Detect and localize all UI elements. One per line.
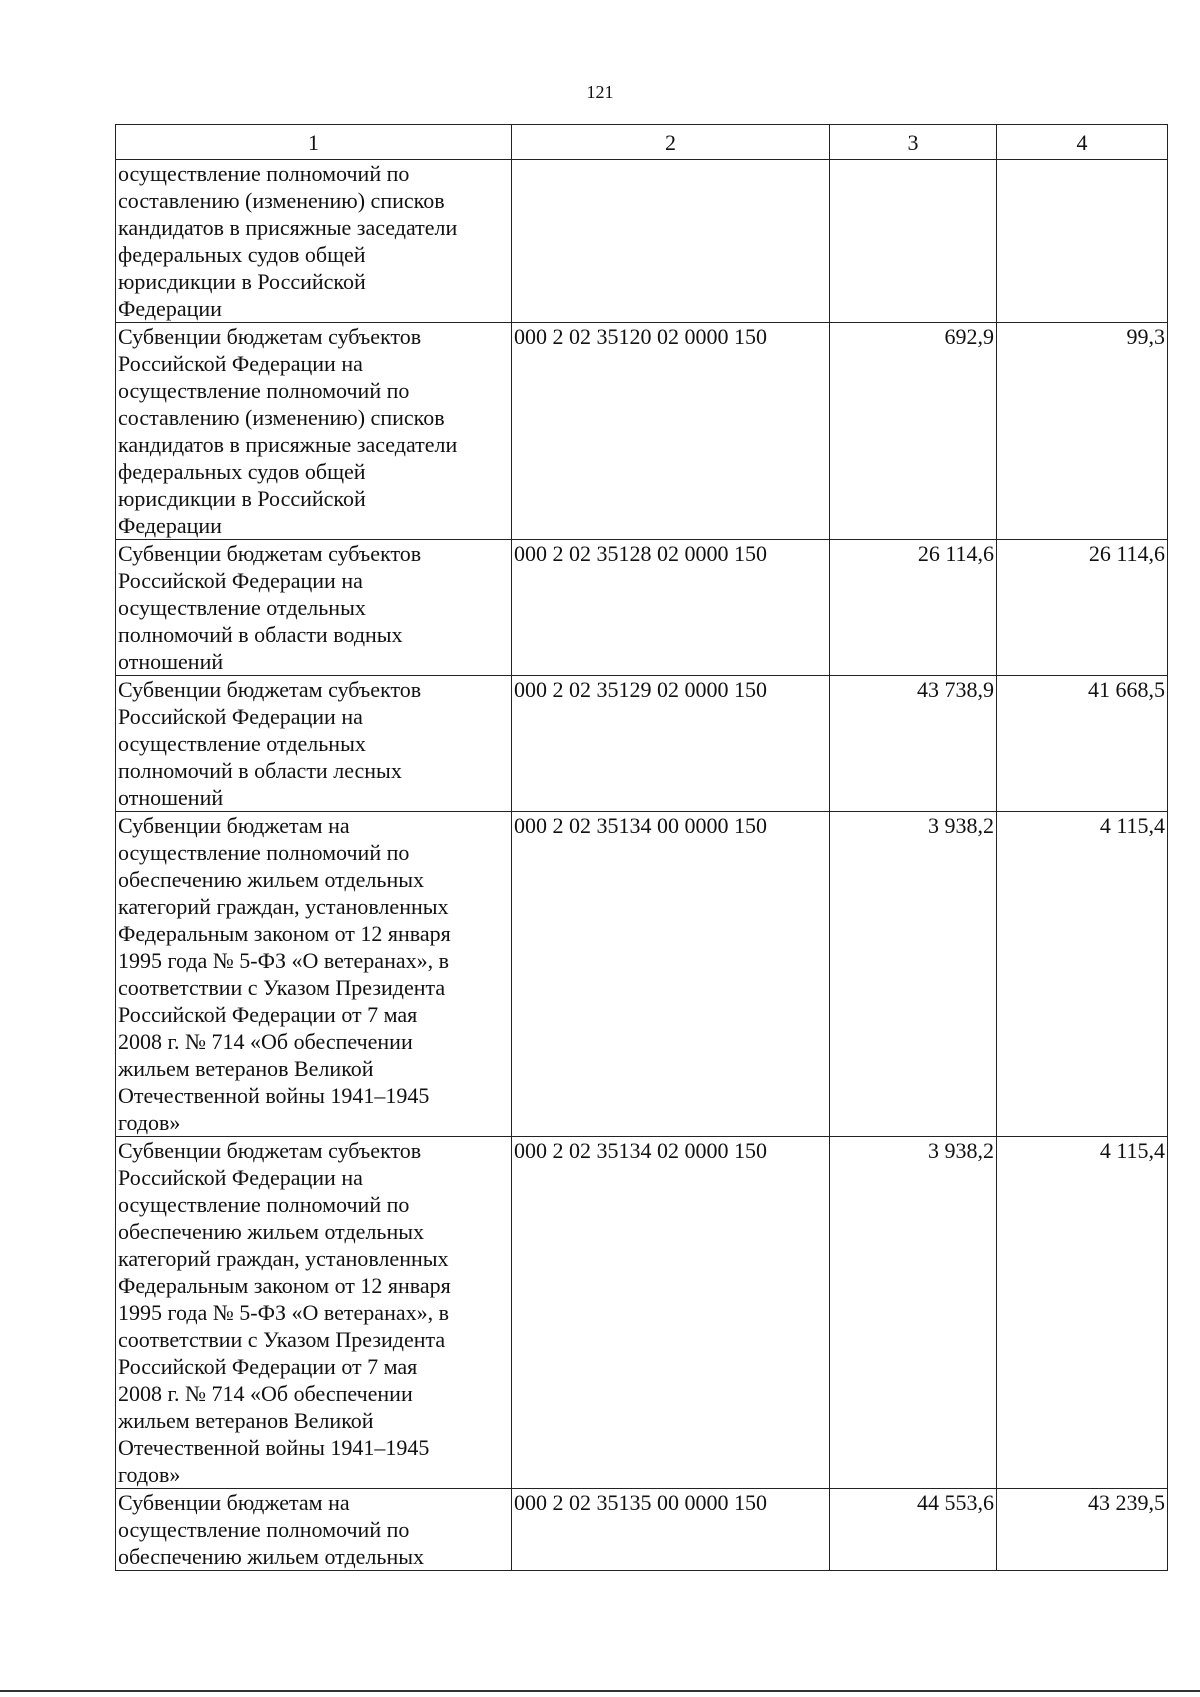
table-row (116, 1137, 1168, 1489)
row-code: 000 2 02 35135 00 0000 150 (512, 1489, 830, 1571)
row-value-col4: 41 668,5 (997, 676, 1168, 812)
table-header-row (116, 125, 1168, 160)
table-row (116, 812, 1168, 1137)
table-row (116, 323, 1168, 540)
row-value-col3: 26 114,6 (830, 540, 997, 676)
row-description: Субвенции бюджетам субъектов Российской Федерации на осуществление полномочий по обеспечению жильем отдельных категорий граждан, установленных Федеральным законом от 12 января 1995 года № 5-ФЗ «О ветеранах», в соответствии с Указом Президента Российской Федерации от 7 мая 2008 г. № 714 «Об обеспечении жильем ветеранов Великой Отечественной войны 1941–1945 годов» (116, 1137, 512, 1489)
row-description: осуществление полномочий по составлению (изменению) списков кандидатов в присяжные заседатели федеральных судов общей юрисдикции в Российской Федерации (116, 160, 512, 323)
row-value-col4: 26 114,6 (997, 540, 1168, 676)
row-description: Субвенции бюджетам субъектов Российской Федерации на осуществление полномочий по составлению (изменению) списков кандидатов в присяжные заседатели федеральных судов общей юрисдикции в Российской Федерации (116, 323, 512, 540)
row-code: 000 2 02 35120 02 0000 150 (512, 323, 830, 540)
row-value-col3: 692,9 (830, 323, 997, 540)
row-value-col4: 4 115,4 (997, 812, 1168, 1137)
column-header-2: 2 (512, 125, 830, 160)
row-code: 000 2 02 35134 00 0000 150 (512, 812, 830, 1137)
row-value-col4 (997, 160, 1168, 323)
table-row (116, 540, 1168, 676)
row-value-col4: 99,3 (997, 323, 1168, 540)
row-value-col3: 43 738,9 (830, 676, 997, 812)
table-row (116, 676, 1168, 812)
budget-table (115, 124, 1168, 1571)
row-value-col3: 3 938,2 (830, 1137, 997, 1489)
row-code: 000 2 02 35134 02 0000 150 (512, 1137, 830, 1489)
row-description: Субвенции бюджетам субъектов Российской Федерации на осуществление отдельных полномочий в области лесных отношений (116, 676, 512, 812)
row-code: 000 2 02 35128 02 0000 150 (512, 540, 830, 676)
column-header-3: 3 (830, 125, 997, 160)
column-header-1: 1 (116, 125, 512, 160)
row-value-col3 (830, 160, 997, 323)
row-code (512, 160, 830, 323)
row-description: Субвенции бюджетам на осуществление полномочий по обеспечению жильем отдельных категорий граждан, установленных Федеральным законом от 12 января 1995 года № 5-ФЗ «О ветеранах», в соответствии с Указом Президента Российской Федерации от 7 мая 2008 г. № 714 «Об обеспечении жильем ветеранов Великой Отечественной войны 1941–1945 годов» (116, 812, 512, 1137)
table-row (116, 1489, 1168, 1571)
row-value-col3: 44 553,6 (830, 1489, 997, 1571)
row-value-col4: 4 115,4 (997, 1137, 1168, 1489)
page-bottom-rule (0, 1690, 1200, 1692)
row-value-col3: 3 938,2 (830, 812, 997, 1137)
column-header-4: 4 (997, 125, 1168, 160)
row-description: Субвенции бюджетам субъектов Российской Федерации на осуществление отдельных полномочий в области водных отношений (116, 540, 512, 676)
table-row (116, 160, 1168, 323)
page-number: 121 (586, 82, 614, 102)
row-value-col4: 43 239,5 (997, 1489, 1168, 1571)
row-description: Субвенции бюджетам на осуществление полномочий по обеспечению жильем отдельных (116, 1489, 512, 1571)
row-code: 000 2 02 35129 02 0000 150 (512, 676, 830, 812)
